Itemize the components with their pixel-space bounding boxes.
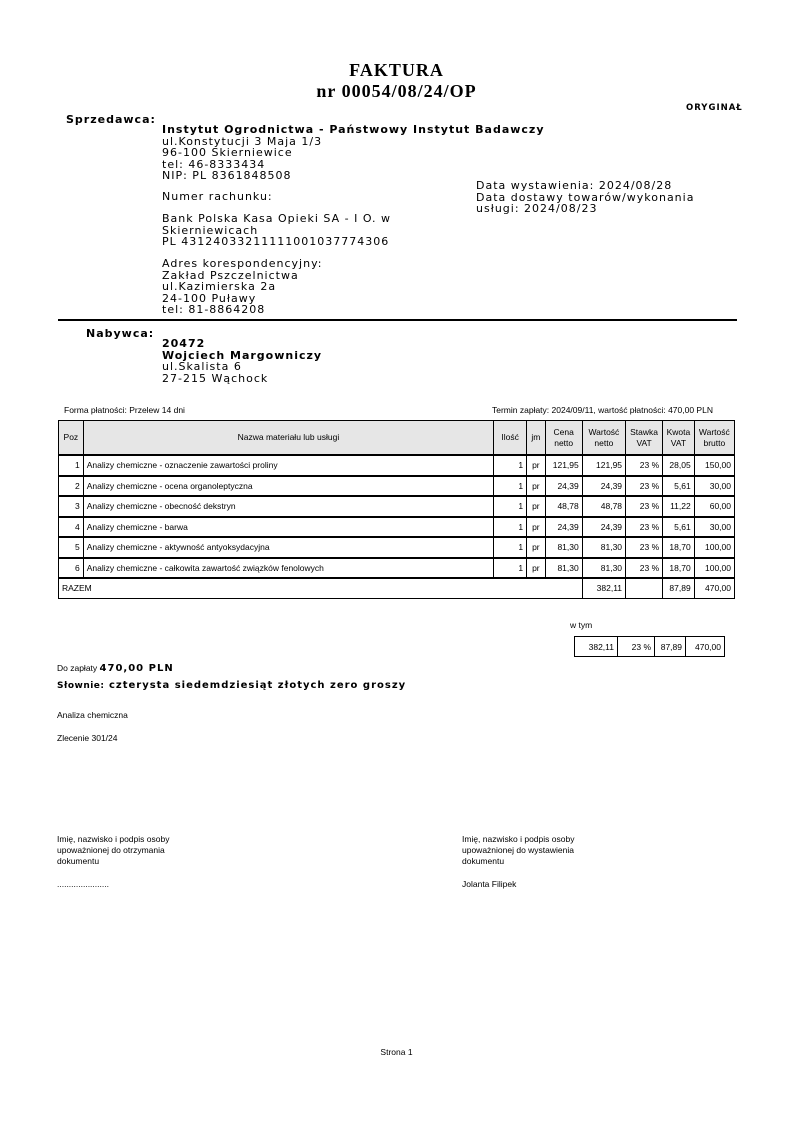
total-label: RAZEM: [59, 578, 583, 598]
cell-gross: 30,00: [694, 517, 734, 538]
due-label: Do zapłaty: [57, 663, 98, 673]
header-net-1: Wartość: [588, 426, 620, 437]
seller-phone: tel: 46-8333434: [162, 157, 266, 171]
cell-rate: 23 %: [626, 537, 663, 558]
cell-poz: 2: [59, 476, 84, 497]
table-row: [59, 517, 735, 538]
cell-price: 121,95: [545, 455, 582, 476]
buyer-block: [162, 338, 322, 384]
due-words-line: [57, 675, 406, 693]
header-gross-1: Wartość: [698, 426, 730, 437]
due-words-label: Słownie:: [57, 681, 105, 691]
note-line1: Analiza chemiczna: [57, 710, 128, 720]
seller-label: Sprzedawca:: [66, 113, 156, 126]
header-price-1: Cena: [553, 426, 574, 437]
cell-name: Analizy chemiczne - oznaczenie zawartości proliny: [83, 455, 493, 476]
cell-unit: pr: [527, 517, 546, 538]
cell-net: 24,39: [582, 517, 625, 538]
table-row: [59, 558, 735, 579]
table-row: [59, 455, 735, 476]
cell-rate: 23 %: [626, 517, 663, 538]
total-net: 382,11: [582, 578, 625, 598]
seller-name: Instytut Ogrodnictwa - Państwowy Instytut Badawczy: [162, 123, 545, 136]
header-gross: [694, 421, 734, 456]
table-row: [59, 537, 735, 558]
total-gross: 470,00: [694, 578, 734, 598]
receiver-signature: ......................: [57, 879, 109, 889]
cell-qty: 1: [494, 558, 527, 579]
cell-gross: 60,00: [694, 496, 734, 517]
cell-name: Analizy chemiczne - obecność dekstryn: [83, 496, 493, 517]
header-rate-1: Stawka: [630, 426, 659, 437]
table-row: [59, 496, 735, 517]
cell-qty: 1: [494, 537, 527, 558]
cell-unit: pr: [527, 476, 546, 497]
header-net: [582, 421, 625, 456]
header-price: [545, 421, 582, 456]
cell-qty: 1: [494, 496, 527, 517]
invoice-title: FAKTURA: [349, 60, 444, 80]
cell-name: Analizy chemiczne - barwa: [83, 517, 493, 538]
cell-vat: 11,22: [663, 496, 695, 517]
cell-vat: 28,05: [663, 455, 695, 476]
header-name: Nazwa materiału lub usługi: [83, 421, 493, 456]
header-net-2: netto: [594, 437, 614, 448]
cell-poz: 6: [59, 558, 84, 579]
header-price-2: netto: [554, 437, 574, 448]
cell-net: 24,39: [582, 476, 625, 497]
buyer-city: 27-215 Wąchock: [162, 371, 269, 385]
cell-gross: 100,00: [694, 558, 734, 579]
page-number: Strona 1: [380, 1047, 413, 1057]
header-unit: jm: [527, 421, 546, 456]
issuer-line1: Imię, nazwisko i podpis osoby: [462, 834, 575, 844]
seller-city: 96-100 Skierniewice: [162, 146, 293, 159]
cell-unit: pr: [527, 558, 546, 579]
cell-rate: 23 %: [626, 476, 663, 497]
cell-price: 24,39: [545, 517, 582, 538]
summary-rate: 23 %: [618, 637, 655, 657]
corr-phone: tel: 81-8864208: [162, 303, 266, 316]
cell-qty: 1: [494, 517, 527, 538]
due-words: czterysta siedemdziesiąt złotych zero groszy: [108, 680, 407, 691]
corr-city: 24-100 Puławy: [162, 291, 257, 305]
section-divider: [58, 319, 737, 321]
header-rate: [626, 421, 663, 456]
payment-form: Forma płatności: Przelew 14 dni: [64, 405, 185, 415]
corr-name: Zakład Pszczelnictwa: [162, 268, 299, 282]
issuer-signature-block: [462, 834, 574, 867]
seller-street: ul.Konstytucji 3 Maja 1/3: [162, 134, 323, 148]
buyer-name: Wojciech Margowniczy: [162, 348, 323, 362]
account-number: PL 43124033211111001037774306: [162, 235, 390, 248]
corr-street: ul.Kazimierska 2a: [162, 280, 277, 293]
receiver-line2: upoważnionej do otrzymania: [57, 845, 165, 855]
cell-net: 121,95: [582, 455, 625, 476]
bank-block: [162, 213, 391, 248]
issuer-line2: upoważnionej do wystawienia: [462, 845, 574, 855]
receiver-line3: dokumentu: [57, 856, 100, 866]
cell-price: 24,39: [545, 476, 582, 497]
copy-label: ORYGINAŁ: [686, 103, 743, 113]
issuer-line3: dokumentu: [462, 856, 505, 866]
dates-block: [476, 180, 694, 215]
table-header-row: [59, 421, 735, 456]
cell-net: 48,78: [582, 496, 625, 517]
header-poz: Poz: [59, 421, 84, 456]
summary-vat: 87,89: [655, 637, 686, 657]
buyer-street: ul.Skalista 6: [162, 360, 242, 373]
table-total-row: [59, 578, 735, 598]
header-vat-1: Kwota: [666, 426, 691, 437]
header-vat: [663, 421, 695, 456]
buyer-label: Nabywca:: [86, 327, 155, 340]
cell-gross: 100,00: [694, 537, 734, 558]
cell-poz: 3: [59, 496, 84, 517]
cell-poz: 4: [59, 517, 84, 538]
cell-price: 48,78: [545, 496, 582, 517]
header-qty: Ilość: [494, 421, 527, 456]
delivery-date-line2: usługi: 2024/08/23: [476, 202, 598, 215]
buyer-id: 20472: [162, 337, 206, 350]
summary-net: 382,11: [575, 637, 618, 657]
receiver-signature-block: [57, 834, 169, 867]
summary-row: [575, 637, 725, 657]
bank-line1: Bank Polska Kasa Opieki SA - I O. w: [162, 212, 392, 225]
cell-gross: 150,00: [694, 455, 734, 476]
cell-net: 81,30: [582, 537, 625, 558]
cell-vat: 18,70: [663, 558, 695, 579]
due-line: [57, 663, 174, 674]
cell-vat: 5,61: [663, 476, 695, 497]
cell-price: 81,30: [545, 558, 582, 579]
summary-label: w tym: [570, 620, 593, 630]
cell-rate: 23 %: [626, 455, 663, 476]
correspondence-block: [162, 258, 322, 316]
cell-qty: 1: [494, 455, 527, 476]
cell-poz: 1: [59, 455, 84, 476]
cell-gross: 30,00: [694, 476, 734, 497]
cell-vat: 5,61: [663, 517, 695, 538]
table-row: [59, 476, 735, 497]
summary-gross: 470,00: [686, 637, 725, 657]
cell-unit: pr: [527, 455, 546, 476]
header-rate-2: VAT: [636, 437, 652, 448]
account-label: Numer rachunku:: [162, 190, 273, 203]
cell-vat: 18,70: [663, 537, 695, 558]
corr-label: Adres korespondencyjny:: [162, 257, 323, 270]
seller-block: [162, 124, 545, 182]
due-amount: 470,00 PLN: [99, 663, 174, 674]
cell-qty: 1: [494, 476, 527, 497]
cell-poz: 5: [59, 537, 84, 558]
payment-term: Termin zapłaty: 2024/09/11, wartość płatności: 470,00 PLN: [492, 405, 713, 415]
items-table: [58, 420, 735, 599]
cell-name: Analizy chemiczne - ocena organoleptyczna: [83, 476, 493, 497]
issuer-name: Jolanta Filipek: [462, 879, 517, 889]
cell-rate: 23 %: [626, 496, 663, 517]
header-gross-2: brutto: [703, 437, 726, 448]
cell-unit: pr: [527, 537, 546, 558]
cell-rate: 23 %: [626, 558, 663, 579]
summary-table: [574, 636, 725, 657]
issue-date: Data wystawienia: 2024/08/28: [476, 179, 673, 192]
invoice-number: nr 00054/08/24/OP: [316, 81, 477, 101]
seller-nip: NIP: PL 8361848508: [162, 169, 292, 182]
delivery-date-line1: Data dostawy towarów/wykonania: [476, 190, 695, 204]
bank-line2: Skierniewicach: [162, 223, 259, 237]
note-line2: Zlecenie 301/24: [57, 733, 118, 743]
cell-price: 81,30: [545, 537, 582, 558]
cell-net: 81,30: [582, 558, 625, 579]
receiver-line1: Imię, nazwisko i podpis osoby: [57, 834, 170, 844]
total-rate-empty: [626, 578, 663, 598]
cell-name: Analizy chemiczne - całkowita zawartość związków fenolowych: [83, 558, 493, 579]
total-vat: 87,89: [663, 578, 695, 598]
header-vat-2: VAT: [670, 437, 687, 448]
cell-name: Analizy chemiczne - aktywność antyoksydacyjna: [83, 537, 493, 558]
cell-unit: pr: [527, 496, 546, 517]
